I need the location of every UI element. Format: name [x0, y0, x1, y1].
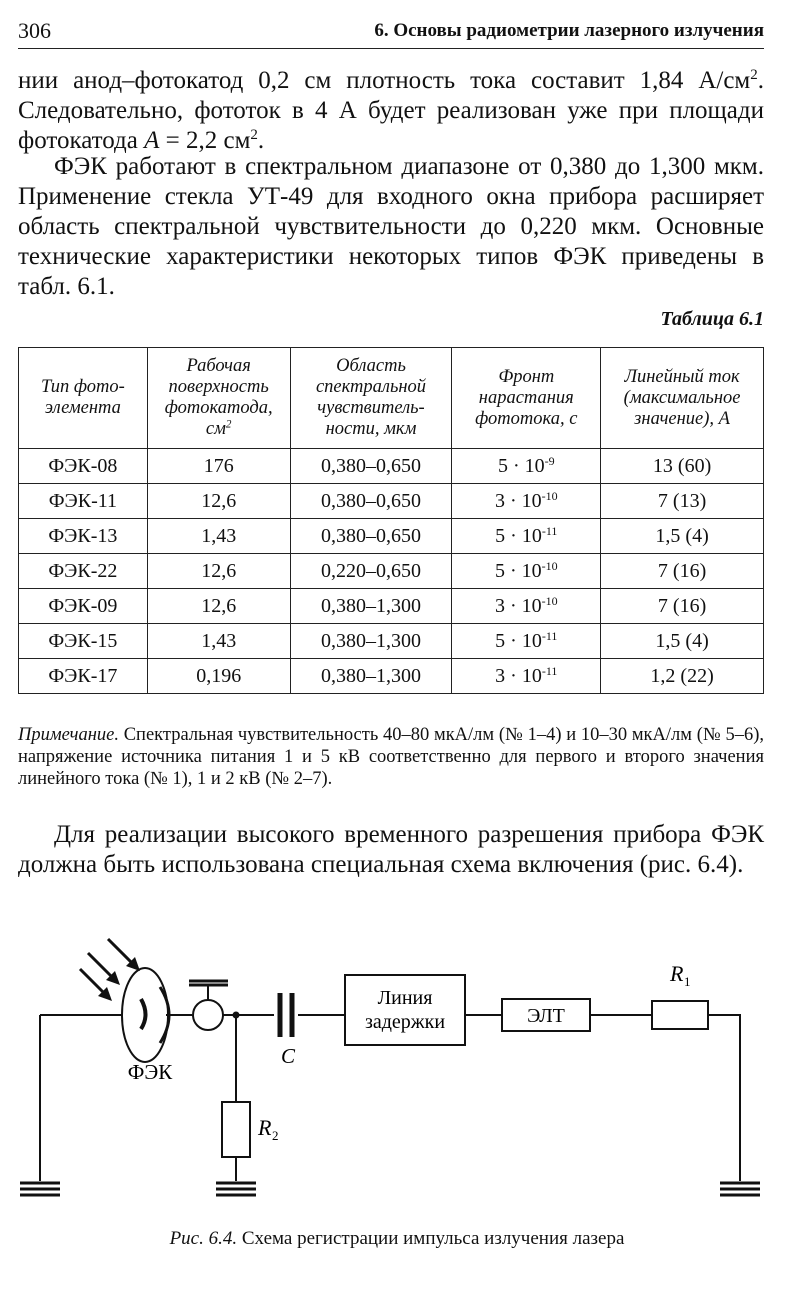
column-header-type [19, 348, 148, 449]
front-base: 5 · 10 [495, 629, 542, 652]
cell-type: ФЭК-09 [19, 589, 148, 624]
cell-type: ФЭК-11 [19, 484, 148, 519]
column-header-front [452, 348, 601, 449]
paragraph-3: Для реализации высокого временного разрешения прибора ФЭК должна быть использована специальная схема включения (рис. 6.4). [18, 821, 764, 878]
cell-area: 12,6 [147, 554, 290, 589]
table-row [19, 519, 764, 554]
cell-area: 1,43 [147, 519, 290, 554]
header-text: Фронт нарастания фототока, с [475, 366, 578, 429]
cell-area: 0,196 [147, 659, 290, 694]
cell-area: 176 [147, 449, 290, 484]
label-r2-sub: 2 [272, 1128, 279, 1143]
paragraph-1-text-d: . [257, 127, 265, 154]
label-delay-line-2: задержки [364, 1011, 446, 1033]
ground-top [189, 981, 228, 985]
cell-current: 13 (60) [601, 449, 764, 484]
note-text: Спектральная чувствительность 40–80 мкА/лм (№ 1–4) и 10–30 мкА/лм (№ 5–6), напряжение источника питания 1 и 5 кВ соответственно для первого и второго значения линейного тока (№ 1), 1 и 2 кВ (№ 2–7). [18, 725, 764, 789]
front-exponent: -11 [541, 663, 558, 678]
front-base: 3 · 10 [494, 489, 542, 512]
label-r2: R [258, 1115, 272, 1140]
front-exponent: -11 [541, 628, 558, 643]
cell-current: 1,2 (22) [601, 659, 764, 694]
label-crt: ЭЛТ [527, 1005, 565, 1027]
cell-type: ФЭК-15 [19, 624, 148, 659]
cell-front [452, 659, 601, 694]
table-row [19, 624, 764, 659]
header-text: Линейный ток (максимальное значение), А [623, 366, 741, 429]
figure-caption-text: Схема регистрации импульса излучения лазера [237, 1228, 625, 1249]
cell-current: 1,5 (4) [601, 519, 764, 554]
front-base: 3 · 10 [494, 594, 542, 617]
cell-front [452, 484, 601, 519]
superscript: 2 [750, 67, 758, 83]
front-exponent: -9 [544, 453, 555, 468]
label-r1: R [670, 961, 684, 986]
cell-range: 0,380–0,650 [290, 484, 452, 519]
table-row [19, 589, 764, 624]
column-header-current [601, 348, 764, 449]
label-delay-line-1: Линия [377, 987, 433, 1009]
paragraph-1-text-b: . Следовательно, фототок в 4 А будет реализован уже при площади фотокатода [18, 67, 764, 154]
figure-caption [0, 1228, 794, 1250]
front-base: 5 · 10 [494, 559, 542, 582]
junction-dot [233, 1012, 240, 1019]
anode [141, 999, 146, 1029]
cell-range: 0,380–0,650 [290, 519, 452, 554]
paragraph-1-text-a: нии анод–фотокатод 0,2 см плотность тока составит 1,84 А/см [18, 67, 751, 94]
front-exponent: -11 [541, 523, 558, 538]
paragraph-2: ФЭК работают в спектральном диапазоне от 0,380 до 1,300 мкм. Применение стекла УТ-49 для входного окна прибора расширяет область спектральной чувствительности до 0,220 мкм. Основные технические характеристики некоторых типов ФЭК приведены в табл. 6.1. [18, 153, 764, 300]
cell-range: 0,380–1,300 [290, 624, 452, 659]
front-exponent: -10 [541, 558, 558, 573]
cell-area: 12,6 [147, 589, 290, 624]
cell-type: ФЭК-08 [19, 449, 148, 484]
column-header-range [290, 348, 452, 449]
cell-type: ФЭК-13 [19, 519, 148, 554]
cell-range: 0,220–0,650 [290, 554, 452, 589]
label-fek: ФЭК [127, 1060, 173, 1084]
cell-type: ФЭК-22 [19, 554, 148, 589]
note-label: Примечание. [18, 725, 119, 745]
running-title: 6. Основы радиометрии лазерного излучения [374, 20, 764, 41]
cell-type: ФЭК-17 [19, 659, 148, 694]
front-base: 3 · 10 [495, 664, 542, 687]
front-exponent: -10 [541, 593, 558, 608]
circuit-diagram [0, 925, 794, 1215]
table-header-row [19, 348, 764, 449]
superscript: 2 [225, 418, 232, 431]
ground-symbol-middle [216, 1183, 256, 1195]
table-note [18, 724, 764, 790]
cell-front [452, 449, 601, 484]
cell-front [452, 519, 601, 554]
table-row [19, 554, 764, 589]
cell-front [452, 554, 601, 589]
table-row [19, 659, 764, 694]
header-text: Область спектральной чувствитель- ности, мкм [315, 356, 427, 439]
resistor-r2 [222, 1102, 250, 1157]
header-text: Тип фото- элемента [40, 377, 125, 418]
front-exponent: -10 [541, 488, 558, 503]
cell-current: 7 (16) [601, 589, 764, 624]
ground-symbol-right [720, 1183, 760, 1195]
front-base: 5 · 10 [495, 524, 542, 547]
cell-range: 0,380–0,650 [290, 449, 452, 484]
table-caption: Таблица 6.1 [660, 308, 764, 330]
cell-current: 1,5 (4) [601, 624, 764, 659]
capacitor-c [280, 993, 292, 1037]
anode-terminal-circle [193, 1000, 223, 1030]
superscript: 2 [250, 127, 258, 143]
wire [708, 1015, 740, 1181]
table-body [19, 449, 764, 694]
cell-area: 12,6 [147, 484, 290, 519]
figure-number: Рис. 6.4. [169, 1228, 238, 1249]
page-number: 306 [18, 18, 51, 43]
table-row [19, 484, 764, 519]
label-c: C [281, 1044, 296, 1068]
delay-line-box [345, 975, 465, 1045]
cell-front [452, 589, 601, 624]
characteristics-table [18, 347, 764, 694]
cell-range: 0,380–1,300 [290, 589, 452, 624]
table-row [19, 449, 764, 484]
front-base: 5 · 10 [497, 454, 545, 477]
paragraph-1-text-c: = 2,2 см [159, 127, 251, 154]
cell-current: 7 (16) [601, 554, 764, 589]
resistor-r1 [652, 1001, 708, 1029]
page-header [18, 18, 764, 49]
column-header-area [147, 348, 290, 449]
paragraph-1 [18, 66, 764, 156]
label-r1-sub: 1 [684, 974, 691, 989]
cell-current: 7 (13) [601, 484, 764, 519]
cell-range: 0,380–1,300 [290, 659, 452, 694]
cell-area: 1,43 [147, 624, 290, 659]
header-text: Рабочая поверхность фотокатода, см [164, 356, 273, 439]
variable-a: A [144, 127, 160, 154]
cell-front [452, 624, 601, 659]
ground-symbol-left [20, 1183, 60, 1195]
